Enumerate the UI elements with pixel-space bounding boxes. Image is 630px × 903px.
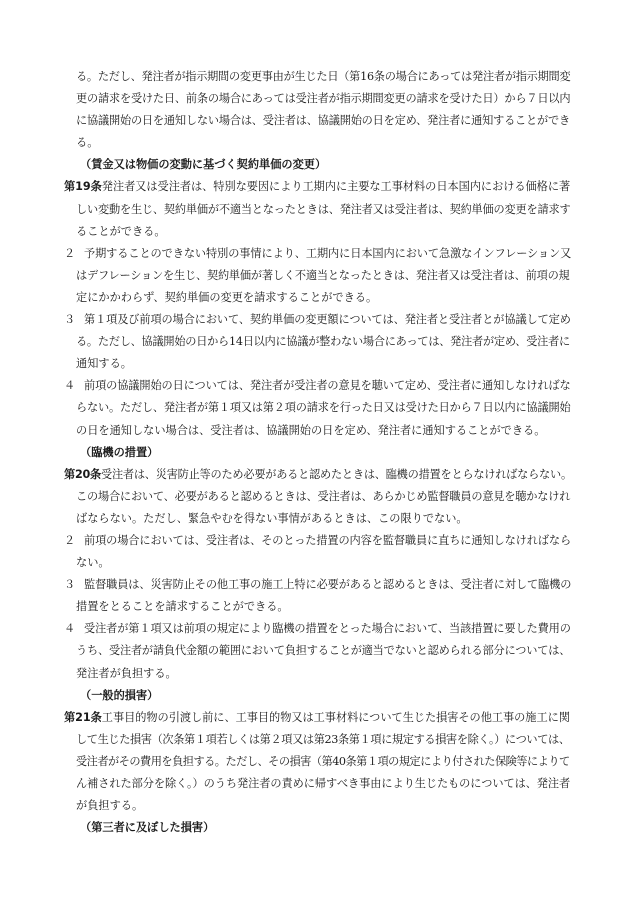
text-line: して生じた損害（次条第１項若しくは第２項又は第23条第１項に規定する損害を除く。）については、	[76, 732, 570, 746]
article-first-line	[64, 464, 570, 486]
text-line: 受注者がその費用を負担する。ただし、その損害（第40条第１項の規定により付された保険等によりて	[76, 754, 570, 768]
article-text: 発注者又は受注者は、特別な要因により工期内に主要な工事材料の日本国内における価格に著	[101, 180, 571, 194]
paragraph-text: 監督職員は、災害防止その他工事の施工上特に必要があると認めるときは、受注者に対して臨機の	[84, 578, 572, 592]
text-line: 更の請求を受けた日、前条の場合にあっては受注者が指示期間変更の請求を受けた日）から７日以内	[76, 92, 571, 106]
section-heading: （臨機の措置）	[80, 445, 159, 459]
paragraph-text: 前項の協議開始の日については、発注者が受注者の意見を聴いて定め、受注者に通知しなければな	[84, 379, 571, 393]
paragraph-first-line	[64, 375, 570, 397]
text-line: ない。	[76, 556, 110, 570]
text-line: この場合において、必要があると認めるときは、受注者は、あらかじめ監督職員の意見を聴かなけれ	[76, 489, 571, 503]
text-line: 通知する。	[76, 357, 132, 371]
text-line: はデフレーションを生じ、契約単価が著しく不適当となったときは、発注者又は受注者は、前項の規	[76, 268, 570, 282]
text-line: らない。ただし、発注者が第１項又は第２項の請求を行った日又は受けた日から７日以内に協議開始	[76, 401, 571, 415]
text-line: 定にかかわらず、契約単価の変更を請求することができる。	[76, 290, 378, 304]
text-line: しい変動を生じ、契約単価が不適当となったときは、発注者又は受注者は、契約単価の変更を請求す	[76, 202, 571, 216]
text-line: ることができる。	[76, 224, 166, 238]
paragraph-text: 受注者が第１項又は前項の規定により臨機の措置をとった場合において、当該措置に要した費用の	[84, 622, 571, 636]
article-first-line	[64, 707, 570, 729]
paragraph-first-line	[64, 530, 570, 552]
section-heading: （一般的損害）	[80, 688, 159, 702]
paragraph-number: ２	[64, 533, 76, 547]
article-text: 受注者は、災害防止等のため必要があると認めたときは、臨機の措置をとらなければならない。	[101, 467, 572, 481]
paragraph-number: ４	[64, 622, 76, 636]
paragraph-first-line	[64, 618, 570, 640]
paragraph-first-line	[64, 574, 570, 596]
article-text: 工事目的物の引渡し前に、工事目的物又は工事材料について生じた損害その他工事の施工に関	[101, 710, 570, 724]
paragraph-text: 前項の場合においては、受注者は、そのとった措置の内容を監督職員に直ちに通知しなければなら	[84, 533, 572, 547]
text-line: 措置をとることを請求することができる。	[76, 600, 289, 614]
text-line: る。ただし、協議開始の日から14日以内に協議が整わない場合にあっては、発注者が定め、受注者に	[76, 335, 570, 349]
article-number: 第19条	[64, 180, 102, 194]
paragraph-text: 第１項及び前項の場合において、契約単価の変更額については、発注者と受注者とが協議して定め	[84, 313, 571, 327]
paragraph-first-line	[64, 309, 570, 331]
text-line: る。ただし、発注者が指示期間の変更事由が生じた日（第16条の場合にあっては発注者が指示期間変	[76, 70, 571, 83]
text-line: ばならない。ただし、緊急やむを得ない事情があるときは、この限りでない。	[76, 511, 468, 525]
text-line: が負担する。	[76, 799, 144, 813]
text-line: る。	[76, 136, 99, 150]
section-heading: （第三者に及ぼした損害）	[80, 821, 215, 835]
paragraph-number: ３	[64, 313, 76, 327]
article-first-line	[64, 176, 570, 198]
paragraph-text: 予期することのできない特別の事情により、工期内に日本国内において急激なインフレーション又	[84, 246, 572, 260]
text-line: 発注者が負担する。	[76, 666, 177, 680]
text-line: ん補された部分を除く。）のうち発注者の責めに帰すべき事由により生じたものについては、発注者	[76, 777, 571, 790]
paragraph-number: ４	[64, 379, 76, 393]
text-line: に協議開始の日を通知しない場合は、受注者は、協議開始の日を定め、発注者に通知することができ	[76, 114, 570, 128]
section-heading: （賃金又は物価の変動に基づく契約単価の変更）	[80, 158, 327, 172]
article-number: 第20条	[64, 467, 101, 481]
article-number: 第21条	[64, 710, 102, 724]
text-line: うち、受注者が請負代金額の範囲において負担することが適当でないと認められる部分については、	[76, 644, 571, 658]
paragraph-number: ２	[64, 246, 76, 260]
paragraph-number: ３	[64, 578, 76, 592]
text-line: の日を通知しない場合は、受注者は、協議開始の日を定め、発注者に通知することができる。	[76, 423, 546, 437]
paragraph-first-line	[64, 243, 570, 265]
